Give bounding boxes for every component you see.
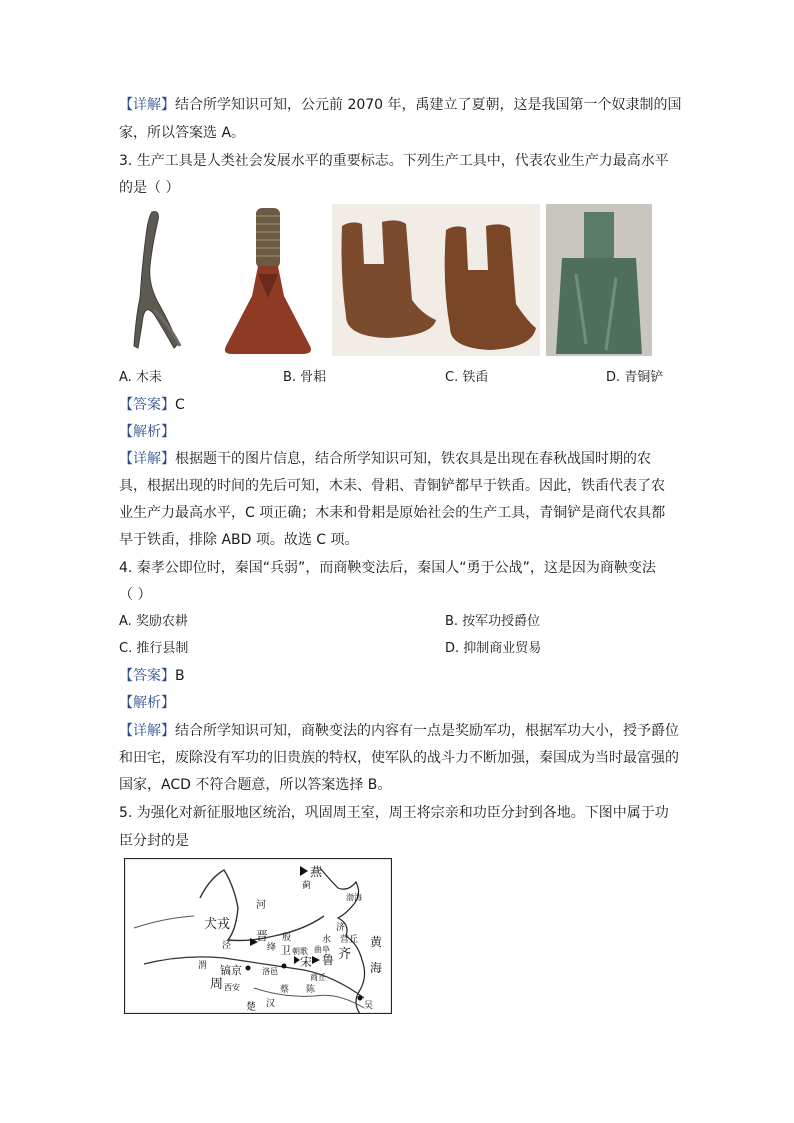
map-label-lu: 鲁: [322, 953, 335, 967]
map-label-han: 汉: [266, 999, 276, 1009]
answer-value: B: [175, 668, 185, 684]
q3-option-b: B. 骨耜: [283, 370, 327, 385]
map-label-xian: 西安: [224, 983, 240, 992]
q3-detail-line-1: [119, 449, 651, 469]
map-label-jing: 泾: [222, 941, 232, 951]
q3-option-d: D. 青铜铲: [606, 370, 664, 385]
q3-stem-line-2: 的是（ ）: [119, 180, 180, 196]
q3-answer: [119, 395, 185, 415]
iron-cha-image: [332, 204, 540, 356]
map-label-zhaoge: 朝歌: [292, 947, 308, 956]
q2-detail-line-1: [119, 95, 682, 115]
map-label-huang: 黄: [370, 935, 383, 949]
q5-stem-line-2: 臣分封的是: [119, 833, 189, 849]
q3-analysis-tag: 【解析】: [119, 424, 175, 440]
map-label-cai: 蔡: [280, 985, 290, 995]
q2-detail-text-1: 结合所学知识可知，公元前 2070 年，禹建立了夏朝，这是我国第一个奴隶制的国: [175, 97, 682, 113]
q3-stem-line-1: 3. 生产工具是人类社会发展水平的重要标志。下列生产工具中，代表农业生产力最高水平: [119, 153, 669, 169]
q4-option-c: C. 推行县制: [119, 641, 189, 656]
map-label-jin: 晋: [256, 929, 269, 943]
map-label-qufu: 曲阜: [314, 945, 330, 954]
map-label-hai: 海: [370, 961, 383, 975]
bone-si-image: [218, 206, 318, 356]
marker-wu: [358, 996, 363, 1001]
q3-option-a: A. 木耒: [119, 370, 162, 385]
map-label-yin: 殷: [282, 933, 292, 943]
marker-luoyi: [282, 964, 287, 969]
q4-option-a: A. 奖励农耕: [119, 614, 188, 629]
map-label-yan: 燕: [310, 865, 323, 879]
q3-detail-line-4: 早于铁臿，排除 ABD 项。故选 C 项。: [119, 532, 359, 548]
q4-analysis-tag: 【解析】: [119, 695, 175, 711]
q4-detail-text-1: 结合所学知识可知，商鞅变法的内容有一点是奖励军功，根据军功大小，授予爵位: [175, 723, 679, 739]
detail-tag: 【详解】: [119, 451, 175, 467]
q3-detail-text-1: 根据题干的图片信息，结合所学知识可知，铁农具是出现在春秋战国时期的农: [175, 451, 651, 467]
map-label-shangqiu: 商丘: [310, 973, 326, 982]
marker-haojing: [246, 966, 251, 971]
q3-option-c: C. 铁臿: [445, 370, 489, 385]
map-label-wei-state: 卫: [280, 944, 291, 957]
western-zhou-fief-map: [124, 858, 392, 1014]
q4-detail-line-2: 和田宅，废除没有军功的旧贵族的特权，使军队的战斗力不断加强，秦国成为当时最富强的: [119, 750, 679, 766]
map-label-jiang: 绛: [267, 943, 277, 953]
wooden-lei-image: [130, 206, 200, 354]
map-label-ji: 蓟: [302, 881, 312, 891]
map-label-bohai: 渤海: [346, 893, 362, 902]
map-label-shui: 水: [322, 935, 332, 945]
q5-stem-line-1: 5. 为强化对新征服地区统治，巩固周王室，周王将宗亲和功臣分封到各地。下图中属于功: [119, 805, 669, 821]
map-label-chu: 楚: [246, 1002, 256, 1013]
answer-tag: 【答案】: [119, 397, 175, 413]
q4-answer: [119, 666, 185, 686]
detail-tag: 【详解】: [119, 723, 175, 739]
map-label-ji-river: 济: [336, 923, 346, 933]
map-label-yingqiu: 营丘: [340, 935, 359, 945]
map-label-wu: 吴: [364, 1001, 374, 1011]
map-label-song: 宋: [300, 955, 313, 969]
q4-stem-line-2: （ ）: [119, 587, 152, 603]
map-label-wei-river: 渭: [198, 961, 208, 971]
map-label-qi: 齐: [338, 947, 352, 962]
q4-detail-line-1: [119, 721, 679, 741]
detail-tag: 【详解】: [119, 97, 175, 113]
q3-detail-line-3: 业生产力最高水平，C 项正确；木耒和骨耜是原始社会的生产工具，青铜铲是商代农具都: [119, 505, 666, 521]
q4-option-d: D. 抑制商业贸易: [445, 641, 542, 656]
map-label-haojing: 镐京: [220, 964, 242, 977]
map-label-quanrong: 犬戎: [204, 917, 231, 932]
bronze-shovel-image: [546, 204, 652, 356]
q4-option-b: B. 按军功授爵位: [445, 614, 541, 629]
map-label-chen: 陈: [306, 985, 316, 995]
answer-tag: 【答案】: [119, 668, 175, 684]
map-label-luoyi: 洛邑: [262, 967, 278, 976]
answer-value: C: [175, 397, 185, 413]
map-label-zhou: 周: [210, 977, 224, 992]
q4-detail-line-3: 国家，ACD 不符合题意，所以答案选择 B。: [119, 777, 392, 793]
q4-stem-line-1: 4. 秦孝公即位时，秦国“兵弱”，而商鞅变法后，秦国人“勇于公战”，这是因为商鞅变法: [119, 560, 656, 576]
map-label-he: 河: [256, 900, 266, 911]
q2-detail-line-2: 家，所以答案选 A。: [119, 125, 246, 141]
q3-detail-line-2: 具，根据出现的时间的先后可知，木耒、骨耜、青铜铲都早于铁臿。因此，铁臿代表了农: [119, 478, 665, 494]
